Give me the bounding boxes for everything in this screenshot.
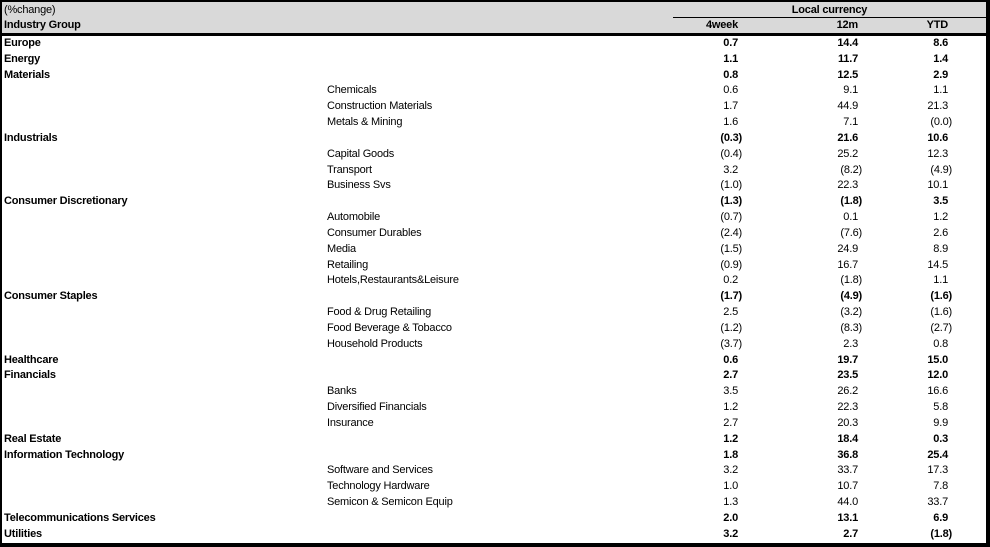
value-ytd: 33.7 [927, 496, 948, 509]
row-label: Materials [4, 68, 50, 81]
row-label: Metals & Mining [327, 116, 403, 129]
value-4week: 0.6 [723, 353, 738, 366]
unit-label: (%change) [4, 4, 56, 16]
value-ytd: 9.9 [933, 416, 948, 429]
value-ytd: 16.6 [927, 385, 948, 398]
row-label: Hotels,Restaurants&Leisure [327, 274, 459, 287]
value-4week: (1.3) [720, 195, 742, 208]
value-12m: 14.4 [837, 37, 858, 49]
table-row [2, 99, 986, 115]
value-4week: 3.2 [723, 527, 738, 540]
table-row [2, 178, 986, 194]
table-row [2, 495, 986, 511]
value-12m: 19.7 [837, 353, 858, 366]
value-4week: 0.2 [723, 274, 738, 287]
value-12m: 33.7 [837, 464, 858, 477]
value-ytd: 12.3 [927, 147, 948, 160]
table-row [2, 147, 986, 163]
row-label: Insurance [327, 416, 374, 429]
table-row [2, 68, 986, 84]
value-4week: (0.4) [720, 147, 742, 160]
table-row [2, 194, 986, 210]
value-12m: 36.8 [837, 448, 858, 461]
table-row [2, 400, 986, 416]
table-row [2, 210, 986, 226]
value-12m: 13.1 [837, 511, 858, 524]
table-row [2, 337, 986, 353]
row-label: Technology Hardware [327, 480, 430, 493]
value-ytd: 17.3 [927, 464, 948, 477]
currency-group-label: Local currency [791, 4, 868, 16]
row-label: Household Products [327, 337, 423, 350]
row-label: Utilities [4, 527, 42, 540]
row-label: Construction Materials [327, 100, 433, 113]
row-label: Consumer Discretionary [4, 195, 128, 208]
value-ytd: 21.3 [927, 100, 948, 113]
row-label: Telecommunications Services [4, 511, 156, 524]
value-4week: 1.3 [723, 496, 738, 509]
table-row [2, 321, 986, 337]
value-12m: 22.3 [837, 401, 858, 414]
value-ytd: 3.5 [933, 195, 948, 208]
row-label: Semicon & Semicon Equip [327, 496, 453, 509]
table-row [2, 353, 986, 369]
value-4week: (0.9) [720, 258, 742, 271]
value-ytd: 25.4 [927, 448, 948, 461]
value-4week: 1.2 [723, 401, 738, 414]
value-4week: (1.0) [720, 179, 742, 192]
value-12m: 12.5 [837, 68, 858, 81]
row-label: Consumer Staples [4, 290, 98, 303]
table-row [2, 226, 986, 242]
column-header-ytd: YTD [926, 19, 948, 31]
value-12m: 16.7 [837, 258, 858, 271]
value-12m: (8.2) [840, 163, 862, 176]
value-ytd: 15.0 [927, 353, 948, 366]
row-label: Information Technology [4, 448, 125, 461]
value-ytd: (1.6) [930, 306, 952, 319]
value-ytd: 1.1 [933, 84, 948, 97]
row-label: Banks [327, 385, 357, 398]
value-4week: (0.7) [720, 211, 742, 224]
row-label: Media [327, 242, 356, 255]
value-ytd: (2.7) [930, 321, 952, 334]
value-ytd: 1.1 [933, 274, 948, 287]
value-4week: 3.2 [723, 464, 738, 477]
value-ytd: 8.6 [933, 37, 948, 49]
table-row [2, 463, 986, 479]
row-label: Industrials [4, 131, 58, 144]
row-label: Retailing [327, 258, 369, 271]
value-4week: 0.8 [723, 68, 738, 81]
row-label: Business Svs [327, 179, 391, 192]
table-row [2, 305, 986, 321]
value-4week: 2.7 [723, 416, 738, 429]
value-ytd: 10.6 [927, 131, 948, 144]
value-4week: 1.1 [723, 52, 738, 65]
row-label: Transport [327, 163, 372, 176]
value-12m: 9.1 [843, 84, 858, 97]
value-4week: (1.7) [720, 290, 742, 303]
value-4week: 1.2 [723, 432, 738, 445]
currency-group-header [673, 3, 986, 17]
table-body [2, 36, 986, 543]
value-12m: 21.6 [837, 131, 858, 144]
value-12m: 44.9 [837, 100, 858, 113]
value-4week: 1.6 [723, 116, 738, 129]
table-row [2, 479, 986, 495]
header-row-columns [2, 18, 986, 33]
table-header [2, 2, 986, 36]
value-12m: (7.6) [840, 226, 862, 239]
value-ytd: (0.0) [930, 116, 952, 129]
table-row [2, 289, 986, 305]
value-ytd: 7.8 [933, 480, 948, 493]
value-ytd: (1.6) [930, 290, 952, 303]
value-12m: 11.7 [837, 52, 858, 65]
value-ytd: 12.0 [927, 369, 948, 382]
value-12m: (4.9) [840, 290, 862, 303]
table-row [2, 52, 986, 68]
table-row [2, 416, 986, 432]
column-header-12m: 12m [836, 19, 858, 31]
value-4week: 1.0 [723, 480, 738, 493]
value-12m: 20.3 [837, 416, 858, 429]
industry-group-header: Industry Group [4, 19, 81, 31]
value-4week: 2.7 [723, 369, 738, 382]
table-row [2, 527, 986, 543]
value-12m: 0.1 [843, 211, 858, 224]
table-row [2, 368, 986, 384]
value-4week: (1.5) [720, 242, 742, 255]
table-row [2, 432, 986, 448]
value-12m: 10.7 [837, 480, 858, 493]
table-row [2, 242, 986, 258]
value-4week: 2.0 [723, 511, 738, 524]
value-ytd: 2.9 [933, 68, 948, 81]
value-4week: (2.4) [720, 226, 742, 239]
value-ytd: (4.9) [930, 163, 952, 176]
value-12m: 2.7 [843, 527, 858, 540]
value-12m: 44.0 [837, 496, 858, 509]
column-header-4week: 4week [705, 19, 738, 31]
value-12m: 22.3 [837, 179, 858, 192]
value-12m: 23.5 [837, 369, 858, 382]
row-label: Consumer Durables [327, 226, 422, 239]
row-label: Energy [4, 52, 41, 65]
value-12m: (1.8) [840, 274, 862, 287]
row-label: Capital Goods [327, 147, 395, 160]
row-label: Financials [4, 369, 56, 382]
value-12m: 18.4 [837, 432, 858, 445]
table-row [2, 115, 986, 131]
table-row [2, 273, 986, 289]
value-ytd: 8.9 [933, 242, 948, 255]
value-4week: 3.5 [723, 385, 738, 398]
row-label: Food Beverage & Tobacco [327, 321, 452, 334]
value-4week: 3.2 [723, 163, 738, 176]
header-row-top [2, 2, 986, 17]
value-ytd: 14.5 [927, 258, 948, 271]
value-12m: (1.8) [840, 195, 862, 208]
row-label: Europe [4, 37, 41, 49]
value-4week: 2.5 [723, 306, 738, 319]
value-12m: (3.2) [840, 306, 862, 319]
value-4week: 1.8 [723, 448, 738, 461]
value-ytd: 2.6 [933, 226, 948, 239]
row-label: Diversified Financials [327, 401, 427, 414]
row-label: Food & Drug Retailing [327, 306, 432, 319]
value-4week: 0.6 [723, 84, 738, 97]
table-row [2, 511, 986, 527]
value-4week: (0.3) [720, 131, 742, 144]
table-row [2, 131, 986, 147]
value-12m: 7.1 [843, 116, 858, 129]
row-label: Software and Services [327, 464, 433, 477]
value-4week: 0.7 [723, 37, 738, 49]
row-label: Healthcare [4, 353, 59, 366]
value-ytd: 0.8 [933, 337, 948, 350]
value-12m: (8.3) [840, 321, 862, 334]
value-12m: 2.3 [843, 337, 858, 350]
table-row [2, 36, 986, 52]
value-ytd: 1.2 [933, 211, 948, 224]
row-label: Chemicals [327, 84, 377, 97]
value-4week: 1.7 [723, 100, 738, 113]
table-row [2, 163, 986, 179]
table-row [2, 448, 986, 464]
table-row [2, 384, 986, 400]
table-row [2, 83, 986, 99]
value-4week: (3.7) [720, 337, 742, 350]
value-ytd: 10.1 [927, 179, 948, 192]
table-row [2, 258, 986, 274]
value-ytd: 5.8 [933, 401, 948, 414]
value-12m: 25.2 [837, 147, 858, 160]
value-ytd: (1.8) [930, 527, 952, 540]
row-label: Automobile [327, 211, 381, 224]
value-ytd: 0.3 [933, 432, 948, 445]
value-4week: (1.2) [720, 321, 742, 334]
row-label: Real Estate [4, 432, 62, 445]
value-ytd: 6.9 [933, 511, 948, 524]
value-ytd: 1.4 [933, 52, 948, 65]
value-12m: 24.9 [837, 242, 858, 255]
value-12m: 26.2 [837, 385, 858, 398]
